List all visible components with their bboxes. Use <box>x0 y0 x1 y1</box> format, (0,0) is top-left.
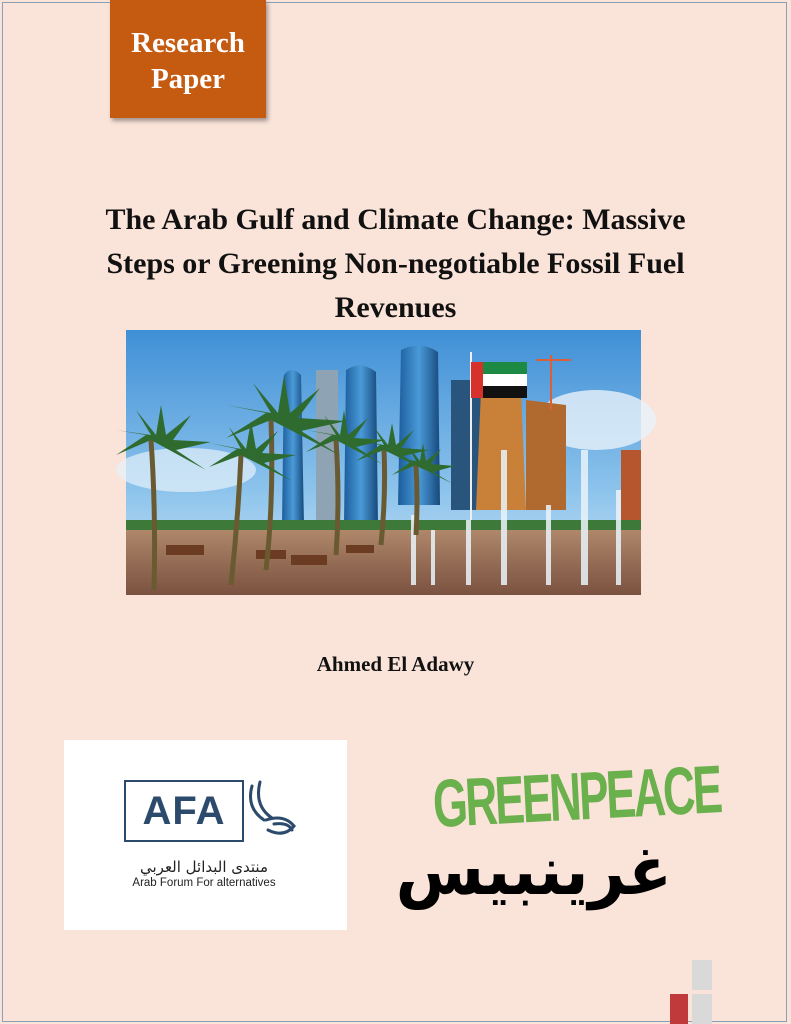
afa-english-name: Arab Forum For alternatives <box>132 877 276 889</box>
afa-feather-icon <box>244 778 302 844</box>
research-paper-badge <box>110 0 266 118</box>
afa-arabic-name: منتدى البدائل العربي <box>139 858 268 876</box>
afa-logo-mark: AFA <box>124 780 244 842</box>
author-name: Ahmed El Adawy <box>316 652 475 676</box>
title-line-2: Steps or Greening Non-negotiable Fossil Fuel <box>106 247 685 280</box>
afa-logo <box>64 740 347 930</box>
cover-photo-illustration <box>126 330 641 595</box>
greenpeace-latin-wordmark: GREENPEACE <box>431 752 722 843</box>
title-line-3: Revenues <box>334 291 457 324</box>
title-line-1: The Arab Gulf and Climate Change: Massive <box>105 203 686 236</box>
badge-line-2: Paper <box>150 63 226 95</box>
corner-decoration <box>668 958 714 1024</box>
cover-photo <box>126 330 641 595</box>
greenpeace-arabic-wordmark: غرينبيس <box>395 833 672 911</box>
document-title <box>40 198 751 330</box>
badge-line-1: Research <box>131 27 245 59</box>
